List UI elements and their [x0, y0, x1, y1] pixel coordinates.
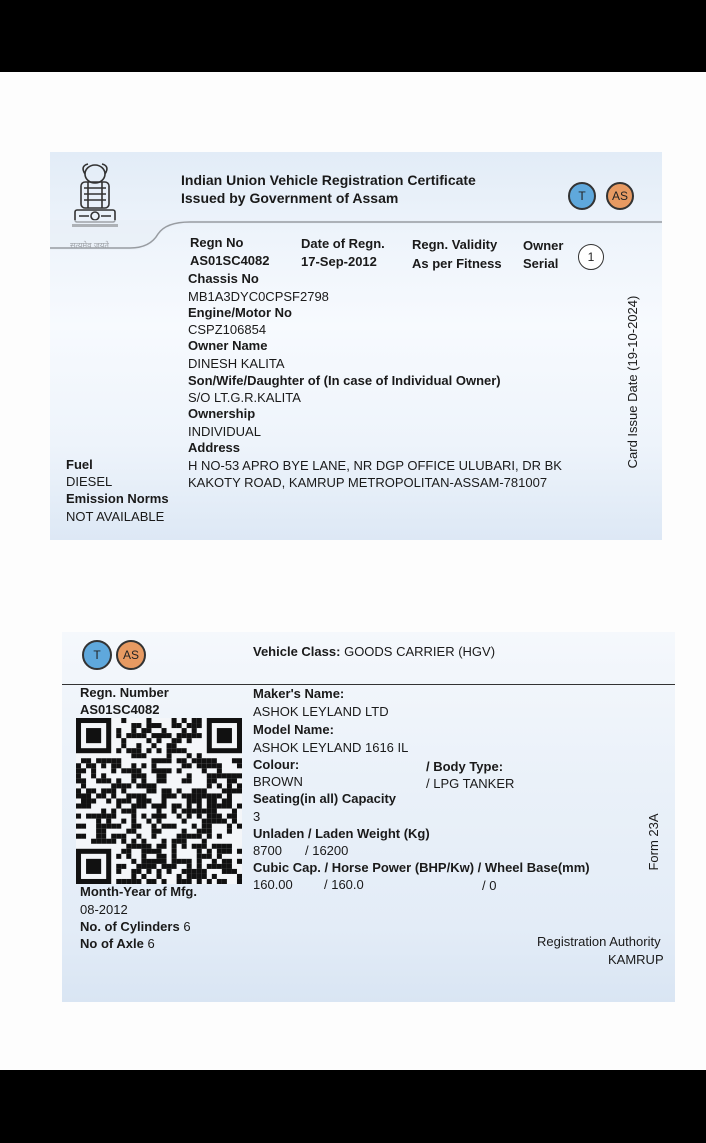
regn-no-label: Regn No — [190, 235, 244, 250]
body-type-value: / LPG TANKER — [426, 776, 515, 791]
model-label: Model Name: — [253, 722, 334, 737]
mfg-label: Month-Year of Mfg. — [80, 884, 197, 899]
vehicle-class-label: Vehicle Class: — [253, 644, 341, 659]
unladen-weight-value: 8700 — [253, 843, 282, 858]
emission-norms-value: NOT AVAILABLE — [66, 509, 165, 524]
rc-card-front — [50, 152, 662, 540]
chassis-value: MB1A3DYC0CPSF2798 — [188, 289, 329, 304]
horse-power-value: / 160.0 — [324, 877, 364, 892]
regn-validity-value: As per Fitness — [412, 256, 502, 271]
fuel-label: Fuel — [66, 457, 93, 472]
seating-label: Seating(in all) Capacity — [253, 791, 397, 806]
certificate-title: Indian Union Vehicle Registration Certificate — [181, 172, 476, 188]
axle — [80, 936, 155, 952]
axle-label: No of Axle — [80, 936, 144, 951]
chassis-label: Chassis No — [188, 271, 259, 286]
owner-serial-label-1: Owner — [523, 238, 564, 253]
laden-weight-value: / 16200 — [305, 843, 349, 858]
rc-card-back — [62, 632, 675, 1002]
cubic-cap-value: 160.00 — [253, 877, 293, 892]
ownership-value: INDIVIDUAL — [188, 424, 261, 439]
regn-number-value: AS01SC4082 — [80, 702, 160, 717]
cylinders — [80, 919, 191, 935]
address-label: Address — [188, 440, 241, 455]
cylinders-value: 6 — [183, 919, 191, 934]
maker-value: ASHOK LEYLAND LTD — [253, 704, 389, 719]
bottom-black-bar — [0, 1070, 706, 1143]
top-black-bar — [0, 0, 706, 72]
cylinders-label: No. of Cylinders — [80, 919, 180, 934]
regn-number-label: Regn. Number — [80, 685, 169, 700]
fuel-value: DIESEL — [66, 474, 113, 489]
emission-norms-label: Emission Norms — [66, 491, 169, 506]
date-of-regn-value: 17-Sep-2012 — [301, 254, 377, 269]
engine-label: Engine/Motor No — [188, 305, 292, 320]
axle-value: 6 — [147, 936, 155, 951]
cubic-cap-label: Cubic Cap. / Horse Power (BHP/Kw) / Wheel Base(mm) — [253, 860, 590, 875]
body-type-label: / Body Type: — [426, 759, 504, 774]
owner-name-value: DINESH KALITA — [188, 356, 285, 371]
registration-authority-label: Registration Authority — [537, 934, 661, 949]
vehicle-class — [253, 644, 495, 660]
owner-name-label: Owner Name — [188, 338, 268, 353]
registration-authority-value: KAMRUP — [608, 952, 664, 967]
card-issue-date: Card Issue Date (19-10-2024) — [625, 295, 640, 469]
owner-serial-label-2: Serial — [523, 256, 559, 271]
date-of-regn-label: Date of Regn. — [301, 236, 385, 251]
certificate-subtitle: Issued by Government of Assam — [181, 190, 399, 206]
relation-label: Son/Wife/Daughter of (In case of Individual Owner) — [188, 373, 501, 388]
qr-code — [76, 718, 242, 884]
as-badge: AS — [116, 640, 146, 670]
seating-value: 3 — [253, 809, 261, 824]
t-badge: T — [568, 182, 596, 210]
engine-value: CSPZ106854 — [188, 322, 267, 337]
weight-label: Unladen / Laden Weight (Kg) — [253, 826, 430, 841]
t-badge: T — [82, 640, 112, 670]
colour-value: BROWN — [253, 774, 303, 789]
regn-no-value: AS01SC4082 — [190, 253, 270, 268]
address-line-2: KAKOTY ROAD, KAMRUP METROPOLITAN-ASSAM-781007 — [188, 475, 548, 490]
relation-value: S/O LT.G.R.KALITA — [188, 390, 301, 405]
owner-serial-value: 1 — [578, 244, 604, 270]
address-line-1: H NO-53 APRO BYE LANE, NR DGP OFFICE ULUBARI, DR BK — [188, 458, 562, 473]
regn-validity-label: Regn. Validity — [412, 237, 498, 252]
vehicle-class-value: GOODS CARRIER (HGV) — [344, 644, 496, 659]
as-badge: AS — [606, 182, 634, 210]
form-label: Form 23A — [646, 813, 661, 871]
model-value: ASHOK LEYLAND 1616 IL — [253, 740, 409, 755]
wheel-base-value: / 0 — [482, 878, 497, 893]
colour-label: Colour: — [253, 757, 300, 772]
ownership-label: Ownership — [188, 406, 256, 421]
mfg-value: 08-2012 — [80, 902, 128, 917]
maker-label: Maker's Name: — [253, 686, 345, 701]
